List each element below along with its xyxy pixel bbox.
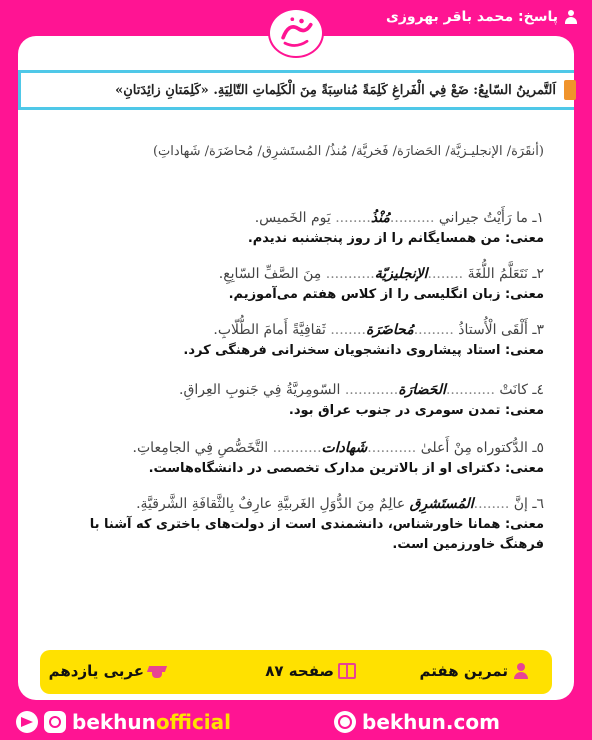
answer-word: الإنجليزيّة xyxy=(374,266,428,282)
exercise-item-6 xyxy=(44,496,544,555)
logo-icon xyxy=(268,8,324,58)
question-line xyxy=(44,440,544,456)
question-after: مِنَ الصَّفِّ السّابِعِ. xyxy=(218,266,326,282)
footer-page xyxy=(265,662,356,680)
author-label xyxy=(386,9,578,25)
meaning-line: معنی: من همسایگانم را از روز پنجشنبه ندیدم. xyxy=(247,231,544,246)
footer-exercise xyxy=(420,662,530,680)
blank-dots: ........... xyxy=(367,440,417,456)
bottom-bar xyxy=(0,706,592,740)
meaning-line: معنی: استاد پیشاروی دانشجویان سخنرانی فرهنگی کرد. xyxy=(183,343,544,358)
exercise-item-2 xyxy=(44,266,544,305)
answer-word: الحَضارَة xyxy=(398,382,446,398)
footer-book-label: عربی یازدهم xyxy=(48,662,144,680)
blank-dots: ........... xyxy=(272,440,322,456)
question-after: عالِمٌ مِنَ الدُّوَلِ الغَربيَّةِ عارِفٌ بِالثَّقافَةِ الشَّرقيَّةِ. xyxy=(136,496,410,512)
question-before: ٣ـ أَلْقَى الْأُستاذُ xyxy=(453,322,544,338)
student-icon xyxy=(512,663,530,679)
meaning-line: معنی: دکترای او از بالاترین مدارک تخصصی در دانشگاه‌هاست. xyxy=(148,461,544,476)
website-text: bekhun.com xyxy=(362,710,500,734)
question-line xyxy=(44,210,544,226)
question-line xyxy=(44,266,544,282)
question-line xyxy=(44,382,544,398)
blank-dots: ......... xyxy=(413,322,454,338)
social-handle-text xyxy=(72,710,231,734)
author-text: پاسخ: محمد باقر بهروزی xyxy=(385,9,558,25)
answer-word: شَهادات xyxy=(321,440,368,456)
exercise-title-bar xyxy=(18,70,574,110)
exercise-item-1 xyxy=(44,210,544,249)
question-before: ٥ـ الدُّكتوراه مِنْ أَعلىٰ xyxy=(416,440,544,456)
word-bank: (أنقَرَة/ الإنجليـزيَّة/ الحَضارَة/ فَخريَّة/ مُنذُ/ المُستَشرِق/ مُحاضَرَة/ شَهاداتِ) xyxy=(152,144,544,159)
question-before: ٢ـ نَتَعَلَّمُ اللُّغَةَ xyxy=(463,266,544,282)
question-after: التَّخَصُّصِ فِي الجامِعاتِ. xyxy=(132,440,273,456)
question-after: ثَقافِيَّةً أَمامَ الطُّلّابِ. xyxy=(213,322,331,338)
person-icon xyxy=(564,10,578,24)
answer-word: المُستَشرِق xyxy=(409,496,474,512)
blank-dots: ........ xyxy=(335,210,371,226)
graduation-cap-icon xyxy=(148,663,166,679)
question-before: ١ـ ما رَأَيْتُ جيراني xyxy=(434,210,544,226)
blank-dots: ........... xyxy=(325,266,375,282)
footer-info-box xyxy=(40,650,552,694)
exercise-item-5 xyxy=(44,440,544,479)
question-before: ٤ـ كانَتْ xyxy=(494,382,544,398)
social-handle[interactable] xyxy=(16,710,231,734)
question-before: ٦ـ إنَّ xyxy=(509,496,544,512)
book-icon xyxy=(338,663,356,679)
exercise-item-3 xyxy=(44,322,544,361)
globe-icon xyxy=(334,711,356,733)
title-marker xyxy=(564,80,576,100)
instagram-icon[interactable] xyxy=(44,711,66,733)
footer-book xyxy=(49,662,166,680)
social-prefix: bekhun xyxy=(72,710,156,734)
blank-dots: ........ xyxy=(427,266,464,282)
question-after: السّومِريَّةُ فِي جَنوبِ العِراقِ. xyxy=(179,382,345,398)
exercise-item-4 xyxy=(44,382,544,421)
meaning-line: معنی: تمدن سومری در جنوب عراق بود. xyxy=(288,403,544,418)
website-link[interactable] xyxy=(334,710,500,734)
exercise-title: اَلتَّمرينُ السّابِعُ: ضَعْ فِي الْفَراغِ كَلِمَةً مُناسِبَةً مِنَ الْكَلِماتِ التّالِيَةِ. «كَلِمَتانِ زائِدَتانِ» xyxy=(115,82,556,98)
blank-dots: ........ xyxy=(473,496,510,512)
answer-word: مُنْذُ xyxy=(370,210,390,226)
question-after: يَوم الخَميس. xyxy=(254,210,336,226)
blank-dots: ............ xyxy=(344,382,399,398)
content-card xyxy=(18,36,574,700)
meaning-line: معنی: زبان انگلیسی را از کلاس هفتم می‌آموزیم. xyxy=(228,287,544,302)
footer-page-label: صفحه ۸۷ xyxy=(265,662,334,680)
question-line xyxy=(44,322,544,338)
answer-word: مُحاضَرَة xyxy=(365,322,414,338)
blank-dots: ........... xyxy=(445,382,495,398)
footer-exercise-label: تمرین هفتم xyxy=(419,662,508,680)
telegram-icon[interactable] xyxy=(16,711,38,733)
blank-dots: ........ xyxy=(330,322,366,338)
blank-dots: .......... xyxy=(389,210,435,226)
social-suffix: official xyxy=(155,710,232,734)
meaning-line: معنی: همانا خاورشناس، دانشمندی است از دولت‌های باختری که آشنا با فرهنگ خاورزمین است. xyxy=(89,517,544,552)
question-line xyxy=(44,496,544,512)
